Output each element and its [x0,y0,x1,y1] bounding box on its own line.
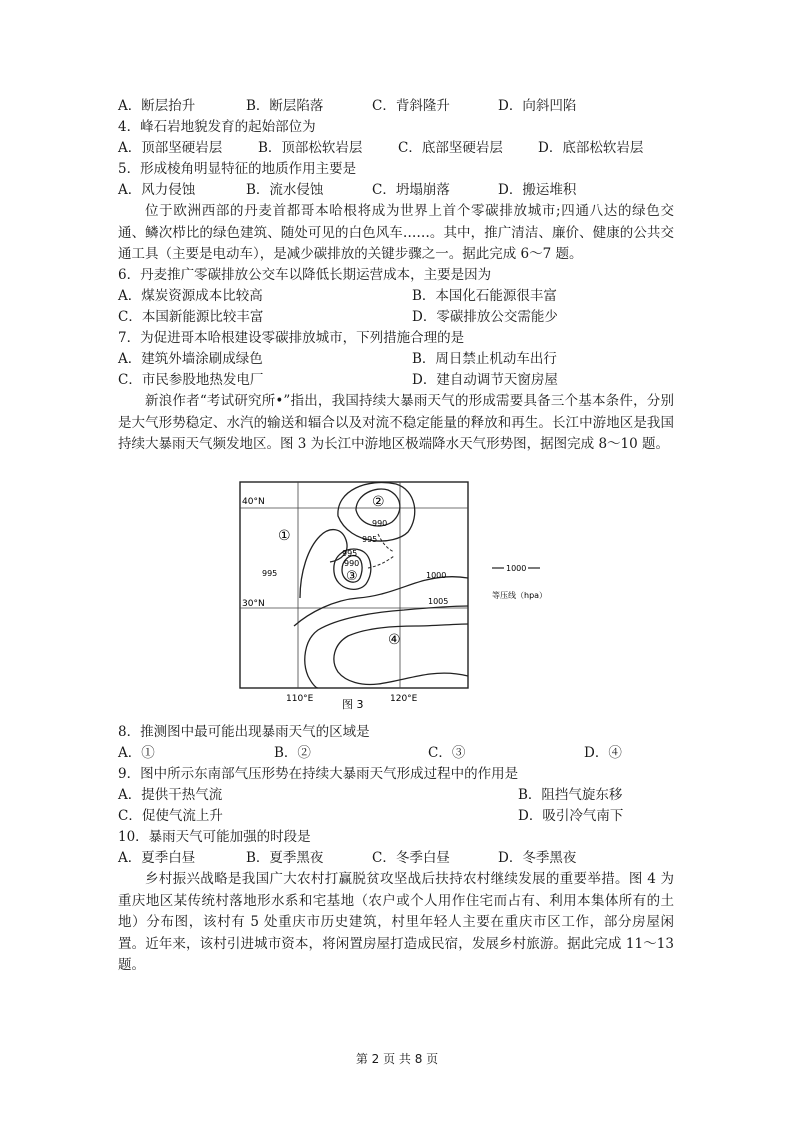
isobar-995-north [338,482,415,541]
map-frame [240,482,468,688]
q8-stem: 8．推测图中最可能出现暴雨天气的区域是 [118,724,370,740]
q3-option-c: C．背斜隆升 [372,98,450,114]
q7-option-b: B．周日禁止机动车出行 [412,351,557,367]
q5-stem: 5．形成棱角明显特征的地质作用主要是 [118,161,357,177]
q9-option-a: A．提供干热气流 [118,787,223,803]
q7-option-d: D．建自动调节天窗房屋 [412,372,558,388]
q5-option-a: A．风力侵蚀 [118,182,196,198]
legend-label: 等压线（hpa） [492,591,548,600]
passage-rural-revitalization: 乡村振兴战略是我国广大农村打赢脱贫攻坚战后扶持农村继续发展的重要举措。图 4 为重庆地区某传统村落地形水系和宅基地（农户或个人用作住宅而占有、利用本集体所有的土地）分布图，该村有 5 处重庆市历史建筑，村里年轻人主要在重庆市区工作，部分房屋闲置。近年来，该村引进城市资本，将闲置房屋打造成民宿，发展乡村旅游。据此完成 11～13 题。 [118,871,674,973]
q4-option-c: C．底部坚硬岩层 [398,140,503,156]
figure-caption: 图 3 [342,698,364,711]
isobar-value-995-middle: 995 [342,549,358,558]
isobar-value-990-north: 990 [372,519,388,528]
figure-legend [490,558,570,608]
isobar-1005-outer [305,606,468,688]
legend-value: 1000 [506,564,527,573]
isobar-value-1005: 1005 [428,597,449,606]
region-label-4: ④ [388,632,401,648]
q4-stem: 4．峰石岩地貌发育的起始部位为 [118,119,316,135]
q9-stem: 9．图中所示东南部气压形势在持续大暴雨天气形成过程中的作用是 [118,766,519,782]
q9-option-d: D．吸引冷气南下 [518,808,624,824]
isobar-map [238,476,518,712]
q6-option-d: D．零碳排放公交需能少 [412,309,558,325]
isobar-value-995-west: 995 [262,569,278,578]
trough-line-middle [368,556,394,568]
isobar-995-west [300,530,347,598]
isobar-value-1000: 1000 [426,571,447,580]
q10-option-a: A．夏季白昼 [118,850,196,866]
q8-option-b: B．② [274,745,311,761]
q8-option-a: A．① [118,745,155,761]
figure-3-weather-map [238,476,518,712]
legend-graphic [490,558,570,608]
isobar-1005-inner [334,624,468,685]
q3-option-a: A．断层抬升 [118,98,196,114]
q6-stem: 6．丹麦推广零碳排放公交车以降低长期运营成本，主要是因为 [118,267,492,283]
isobar-value-990-middle: 990 [344,559,360,568]
q10-option-b: B．夏季黑夜 [246,850,324,866]
q8-option-d: D．④ [584,745,622,761]
passage-rainstorm: 新浪作者“考试研究所•”指出，我国持续大暴雨天气的形成需要具备三个基本条件，分别是大气形势稳定、水汽的输送和辐合以及对流不稳定能量的释放和再生。长江中游地区是我国持续大暴雨天气频发地区。图 3 为长江中游地区极端降水天气形势图，据图完成 8～10 题。 [118,393,674,452]
q6-option-c: C．本国新能源比较丰富 [118,309,264,325]
lon-label-120e: 120°E [390,694,418,704]
q5-option-d: D．搬运堆积 [498,182,577,198]
isobar-value-995-north: 995 [362,535,378,544]
q4-option-b: B．顶部松软岩层 [258,140,363,156]
q6-option-b: B．本国化石能源很丰富 [412,288,557,304]
q10-option-c: C．冬季白昼 [372,850,450,866]
q5-option-c: C．坍塌崩落 [372,182,450,198]
lat-label-30n: 30°N [242,599,265,609]
q10-option-d: D．冬季黑夜 [498,850,577,866]
q9-option-b: B．阻挡气旋东移 [518,787,623,803]
region-label-3: ③ [346,569,358,584]
passage-copenhagen: 位于欧洲西部的丹麦首都哥本哈根将成为世界上首个零碳排放城市;四通八达的绿色交通、鳞次栉比的绿色建筑、随处可见的白色风车……。其中，推广清洁、廉价、健康的公共交通工具（主要是电动车），是减少碳排放的关键步骤之一。据此完成 6～7 题。 [118,203,674,262]
lon-label-110e: 110°E [286,694,314,704]
q7-option-c: C．市民参股地热发电厂 [118,372,264,388]
q4-option-a: A．顶部坚硬岩层 [118,140,223,156]
q3-option-d: D．向斜凹陷 [498,98,577,114]
page-number-footer: 第 2 页 共 8 页 [355,1052,439,1066]
q8-option-c: C．③ [428,745,466,761]
trough-line-north [378,534,394,552]
region-label-1: ① [278,528,291,544]
lat-label-40n: 40°N [242,497,265,507]
q4-option-d: D．底部松软岩层 [538,140,644,156]
q3-option-b: B．断层陷落 [246,98,324,114]
q10-stem: 10．暴雨天气可能加强的时段是 [118,829,311,845]
region-label-2: ② [372,494,385,510]
q7-option-a: A．建筑外墙涂刷成绿色 [118,351,263,367]
q6-option-a: A．煤炭资源成本比较高 [118,288,263,304]
q5-option-b: B．流水侵蚀 [246,182,324,198]
q7-stem: 7．为促进哥本哈根建设零碳排放城市，下列措施合理的是 [118,330,465,346]
q9-option-c: C．促使气流上升 [118,808,223,824]
